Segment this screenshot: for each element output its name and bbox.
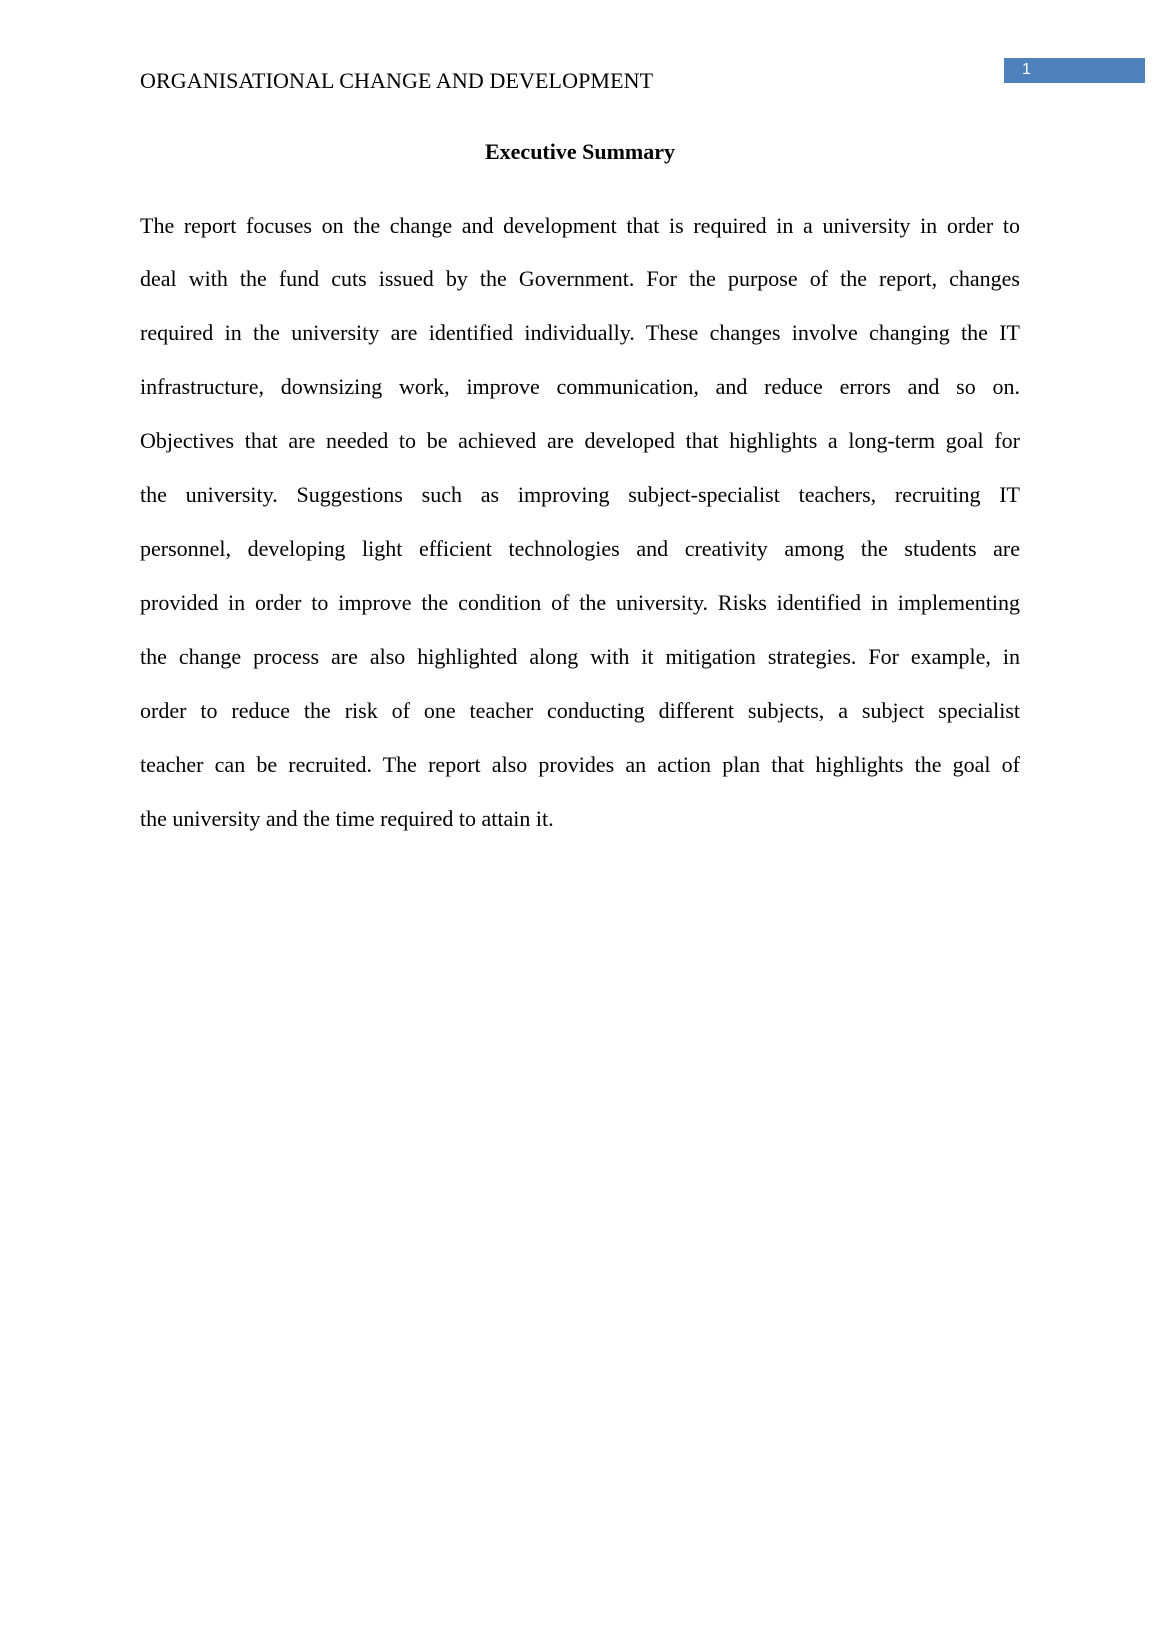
- paragraph-line: Objectives that are needed to be achieved are developed that highlights a long-term goal for: [140, 428, 1020, 453]
- paragraph-line: the university and the time required to attain it.: [140, 806, 554, 831]
- section-title: Executive Summary: [484, 139, 676, 164]
- paragraph-line: the university. Suggestions such as improving subject-specialist teachers, recruiting IT: [140, 482, 1020, 507]
- running-head: ORGANISATIONAL CHANGE AND DEVELOPMENT: [140, 68, 654, 93]
- paragraph-line: personnel, developing light efficient technologies and creativity among the students are: [140, 536, 1020, 561]
- paragraph-line: provided in order to improve the condition of the university. Risks identified in implementing: [140, 590, 1020, 615]
- paragraph-line: deal with the fund cuts issued by the Government. For the purpose of the report, changes: [140, 266, 1020, 291]
- page-number: 1: [1022, 61, 1031, 78]
- paragraph-line: teacher can be recruited. The report also provides an action plan that highlights the goal of: [140, 752, 1020, 777]
- page-number-badge: [1004, 58, 1145, 83]
- paragraph-line: the change process are also highlighted along with it mitigation strategies. For example, in: [140, 644, 1020, 669]
- paragraph-line: required in the university are identified individually. These changes involve changing the IT: [140, 320, 1020, 345]
- paragraph-line: The report focuses on the change and development that is required in a university in order to: [140, 213, 1020, 238]
- paragraph-line: order to reduce the risk of one teacher conducting different subjects, a subject specialist: [140, 698, 1020, 723]
- paragraph-line: infrastructure, downsizing work, improve communication, and reduce errors and so on.: [140, 374, 1020, 399]
